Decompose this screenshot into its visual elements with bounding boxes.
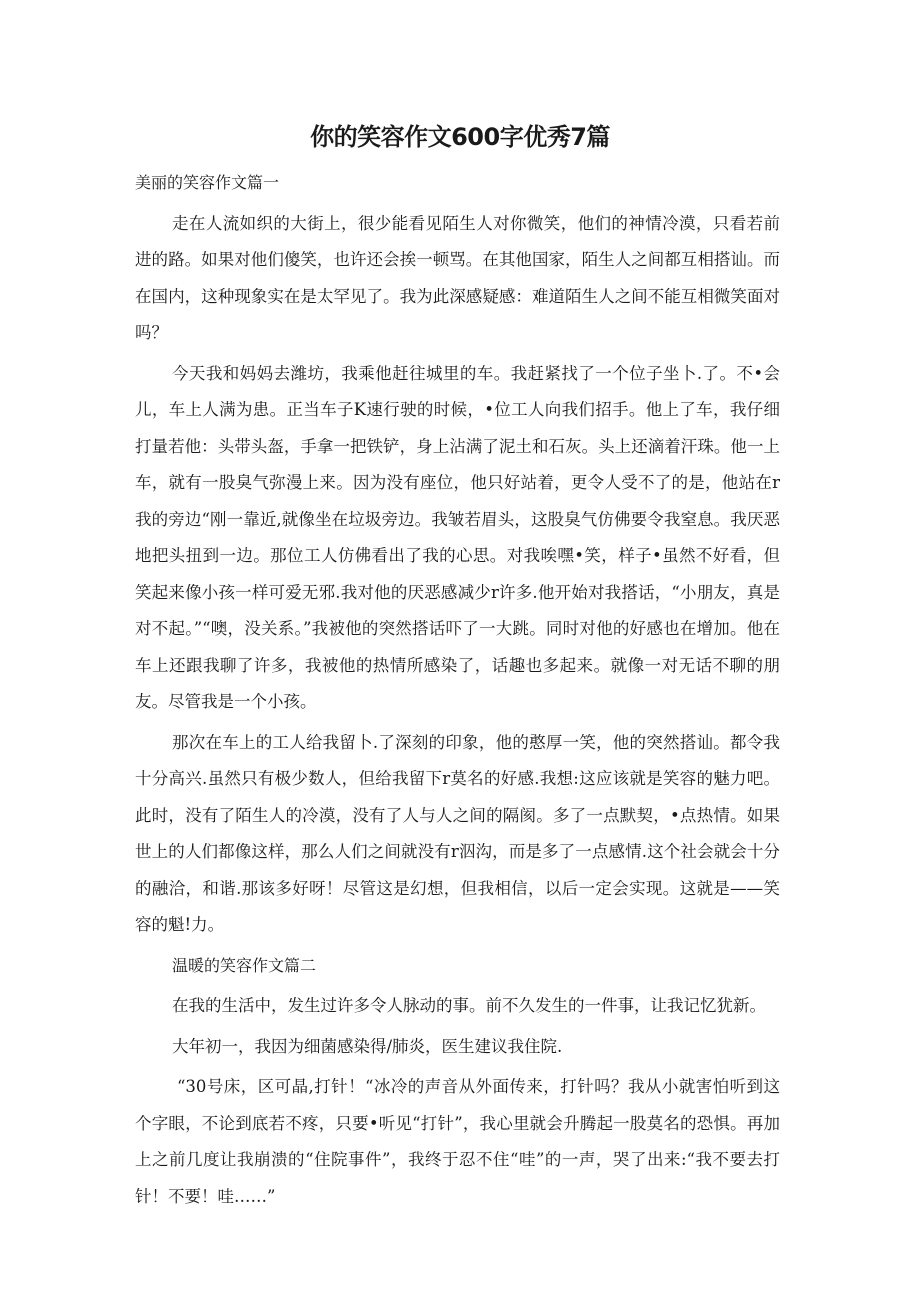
document-body: [135, 165, 780, 1219]
paragraph: 大年初一，我因为细菌感染得/肺炎，医生建议我住院.: [172, 1036, 563, 1056]
document-title: 你的笑容作文600字优秀7篇: [310, 123, 610, 151]
paragraph: 那次在车上的工人给我留卜.了深刻的印象，他的憨厚一笑，他的突然搭讪。都令我十分高兴.虽然只有极少数人，但给我留下r莫名的好感.我想:这应该就是笑容的魅力吧。此时，没有了陌生人的冷漠，没有了人与人之间的隔阂。多了一点默契，•点热情。如果世上的人们都像这样，那么人们之间就没有r泅沟，而是多了一点感情.这个社会就会十分的融洽，和谐.那该多好呀！尽管这是幻想，但我相信，以后一定会实现。这就是——笑容的魁!力。: [135, 732, 780, 934]
paragraph: 走在人流如织的大街上，很少能看见陌生人对你微笑，他们的神情冷漠，只看若前进的路。如果对他们傻笑，也许还会挨一顿骂。在其他国家，陌生人之间都互相搭讪。而在国内，这种现象实在是太罕见了。我为此深感疑感：难道陌生人之间不能互相微笑面对吗？: [135, 213, 780, 342]
section-heading: 美丽的笑容作文篇一: [135, 173, 280, 192]
paragraph: 在我的生活中，发生过许多令人脉动的事。前不久发生的一件事，让我记忆犹新。: [172, 996, 766, 1015]
section-heading: 温暖的笑容作文篇二: [172, 955, 317, 975]
section-two: [135, 948, 780, 1216]
paragraph: 今天我和妈妈去潍坊，我乘他赶往城里的车。我赶紧找了一个位子坐卜.了。不•会儿，车上人满为患。正当车子K速行驶的时候，•位工人向我们招手。他上了车，我仔细打量若他：头带头盔，手拿一把铁铲，身上沾满了泥土和石灰。头上还滴着汗珠。他一上车，就有一股臭气弥漫上来。因为没有座位，他只好站着，更令人受不了的是，他站在r我的旁边“刚一靠近,就像坐在垃圾旁边。我皱若眉头，这股臭气仿佛要令我窒息。我厌恶地把头扭到一边。那位工人仿佛看出了我的心思。对我唉嘿•笑，样子•虽然不好看，但笑起来像小孩一样可爱无邪.我对他的厌恶感减少r许多.他开始对我搭话，“小朋友，真是对不起。”“噢，没关系。”我被他的突然搭话吓了一大跳。同时对他的好感也在增加。他在车上还跟我聊了许多，我被他的热情所感染了，话趣也多起来。就像一对无话不聊的朋友。尽管我是一个小孩。: [135, 363, 780, 711]
section-one: [135, 165, 780, 944]
paragraph: “30号床，区可晶,打针！“冰冷的声音从外面传来，打针吗？我从小就害怕听到这个字眼，不论到底若不疼，只要•听见“打针”，我心里就会升腾起一股莫名的恐惧。再加上之前几度让我崩溃的“住院事件”，我终于忍不住“哇”的一声，哭了出来:“我不要去打针！不要！哇……”: [135, 1077, 780, 1206]
